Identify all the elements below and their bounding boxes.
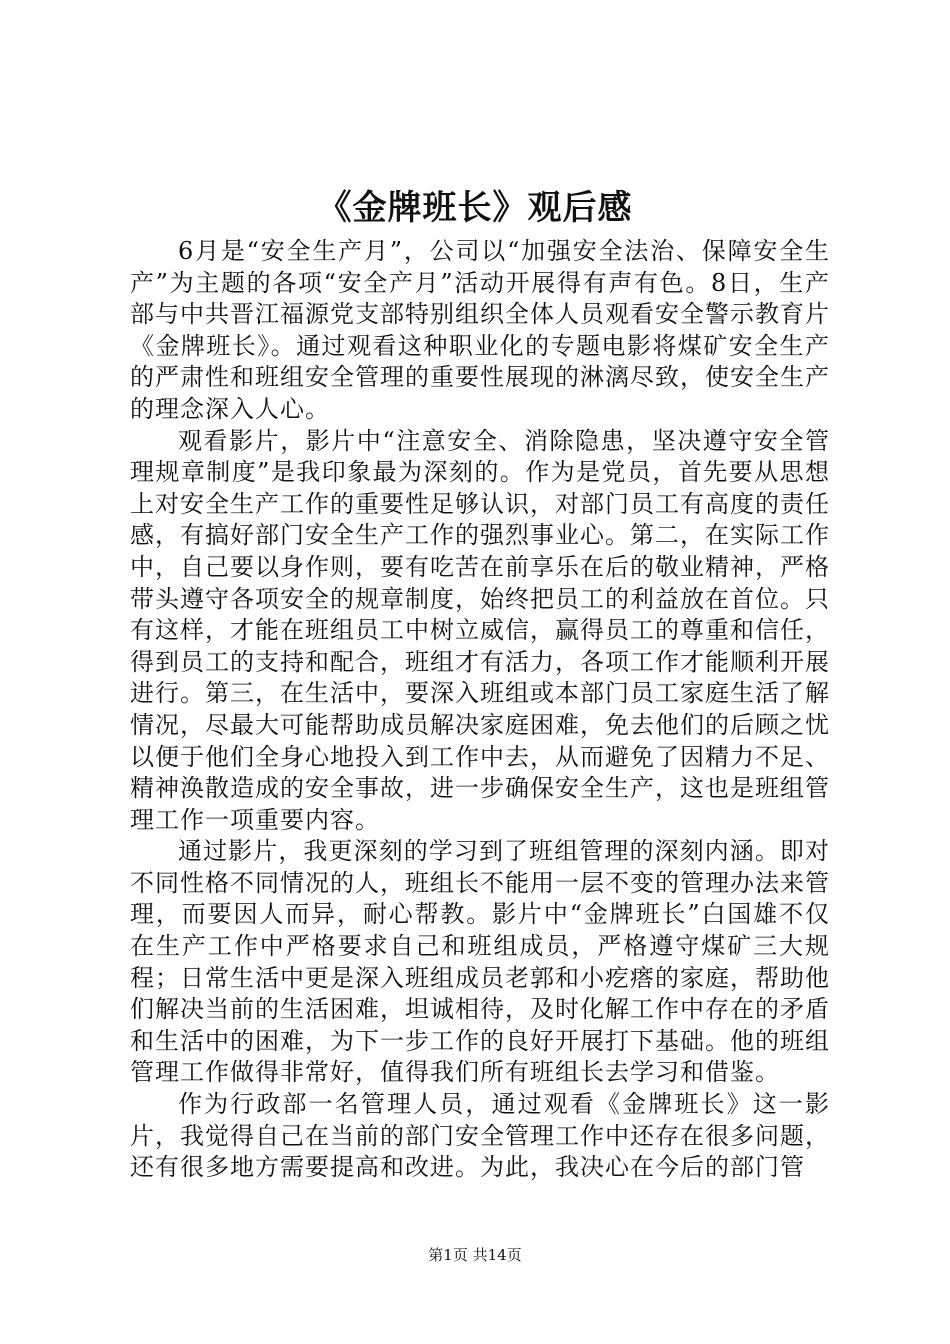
paragraph-4: 作为行政部一名管理人员，通过观看《金牌班长》这一影片，我觉得自己在当前的部门安全管理工作中还存在很多问题，还有很多地方需要提高和改进。为此，我决心在今后的部门管 [130,1090,830,1182]
page-title: 《金牌班长》观后感 [317,188,633,228]
document-body [130,236,830,1184]
paragraph-2: 观看影片，影片中“注意安全、消除隐患，坚决遵守安全管理规章制度”是我印象最为深刻的。作为是党员，首先要从思想上对安全生产工作的重要性足够认识，对部门员工有高度的责任感，有搞好部门安全生产工作的强烈事业心。第二，在实际工作中，自己要以身作则，要有吃苦在前享乐在后的敬业精神，严格带头遵守各项安全的规章制度，始终把员工的利益放在首位。只有这样，才能在班组员工中树立威信，赢得员工的尊重和信任，得到员工的支持和配合，班组才有活力，各项工作才能顺利开展进行。第三，在生活中，要深入班组或本部门员工家庭生活了解情况，尽最大可能帮助成员解决家庭困难，免去他们的后顾之忧以便于他们全身心地投入到工作中去，从而避免了因精力不足、精神涣散造成的安全事故，进一步确保安全生产，这也是班组管理工作一项重要内容。 [130,426,830,834]
paragraph-1: 6月是“安全生产月”，公司以“加强安全法治、保障安全生产”为主题的各项“安全产月”活动开展得有声有色。8日，生产部与中共晋江福源党支部特别组织全体人员观看安全警示教育片《金牌班长》。通过观看这种职业化的专题电影将煤矿安全生产的严肃性和班组安全管理的重要性展现的淋漓尽致，使安全生产的理念深入人心。 [130,237,830,423]
paragraph-3: 通过影片，我更深刻的学习到了班组管理的深刻内涵。即对不同性格不同情况的人，班组长不能用一层不变的管理办法来管理，而要因人而异，耐心帮教。影片中“金牌班长”白国雄不仅在生产工作中严格要求自己和班组成员，严格遵守煤矿三大规程；日常生活中更是深入班组成员老郭和小疙瘩的家庭，帮助他们解决当前的生活困难，坦诚相待，及时化解工作中存在的矛盾和生活中的困难，为下一步工作的良好开展打下基础。他的班组管理工作做得非常好，值得我们所有班组长去学习和借鉴。 [130,837,830,1087]
page-number-footer: 第1页 共14页 [428,1246,522,1264]
